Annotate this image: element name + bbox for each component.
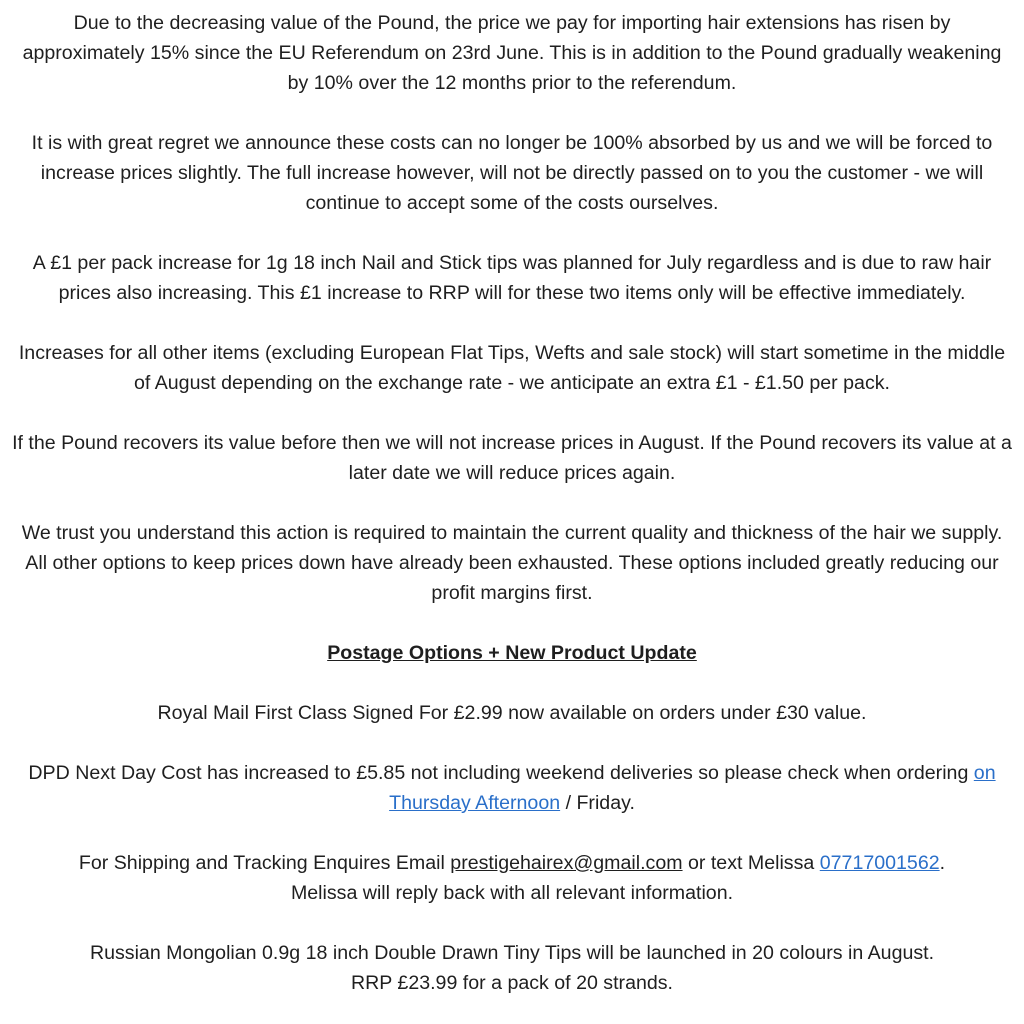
dpd-text-before: DPD Next Day Cost has increased to £5.85 not including weekend deliveries so please check when ordering (28, 762, 974, 784)
enquiries-info (12, 848, 1012, 908)
phone-link[interactable]: 07717001562 (819, 852, 940, 874)
product-line2: RRP £23.99 for a pack of 20 strands. (350, 972, 674, 994)
paragraph-price-increase: It is with great regret we announce these costs can no longer be 100% absorbed by us and we will be forced to increase prices slightly. The full increase however, will not be directly passed on to you the customer - we will continue to accept some of the costs ourselves. (31, 132, 993, 214)
dpd-text-after: / Friday. (560, 792, 635, 814)
paragraph-nail-stick-tips: A £1 per pack increase for 1g 18 inch Nail and Stick tips was planned for July regardless and is due to raw hair prices also increasing. This £1 increase to RRP will for these two items only will be effective immediately. (32, 252, 992, 304)
enquiries-text-after: . (939, 852, 946, 874)
section-heading: Postage Options + New Product Update (327, 642, 697, 664)
paragraph-quality: We trust you understand this action is required to maintain the current quality and thickness of the hair we supply. All other options to keep prices down have already been exhausted. These options included greatly reducing our profit margins first. (21, 522, 1003, 604)
paragraph-pound-value: Due to the decreasing value of the Pound, the price we pay for importing hair extensions has risen by approximately 15% since the EU Referendum on 23rd June. This is in addition to the Pound gradually weakening by 10% over the 12 months prior to the referendum. (22, 12, 1002, 94)
enquiries-text-before: For Shipping and Tracking Enquires Email (78, 852, 451, 874)
paragraph-pound-recovery: If the Pound recovers its value before then we will not increase prices in August. If the Pound recovers its value at a later date we will reduce prices again. (12, 432, 1012, 484)
thursday-afternoon-link[interactable]: on Thursday Afternoon (389, 762, 996, 814)
royal-mail-info: Royal Mail First Class Signed For £2.99 now available on orders under £30 value. (157, 702, 867, 724)
paragraph-other-items: Increases for all other items (excluding European Flat Tips, Wefts and sale stock) will start sometime in the middle of August depending on the exchange rate - we anticipate an extra £1 - £1.50 per pack. (18, 342, 1006, 394)
email-link[interactable]: prestigehairex@gmail.com (450, 852, 683, 874)
enquiries-line2: Melissa will reply back with all relevant information. (290, 882, 734, 904)
product-line1: Russian Mongolian 0.9g 18 inch Double Drawn Tiny Tips will be launched in 20 colours in August. (89, 942, 935, 964)
product-launch-info (12, 938, 1012, 998)
enquiries-text-middle: or text Melissa (682, 852, 820, 874)
dpd-info (12, 758, 1012, 818)
